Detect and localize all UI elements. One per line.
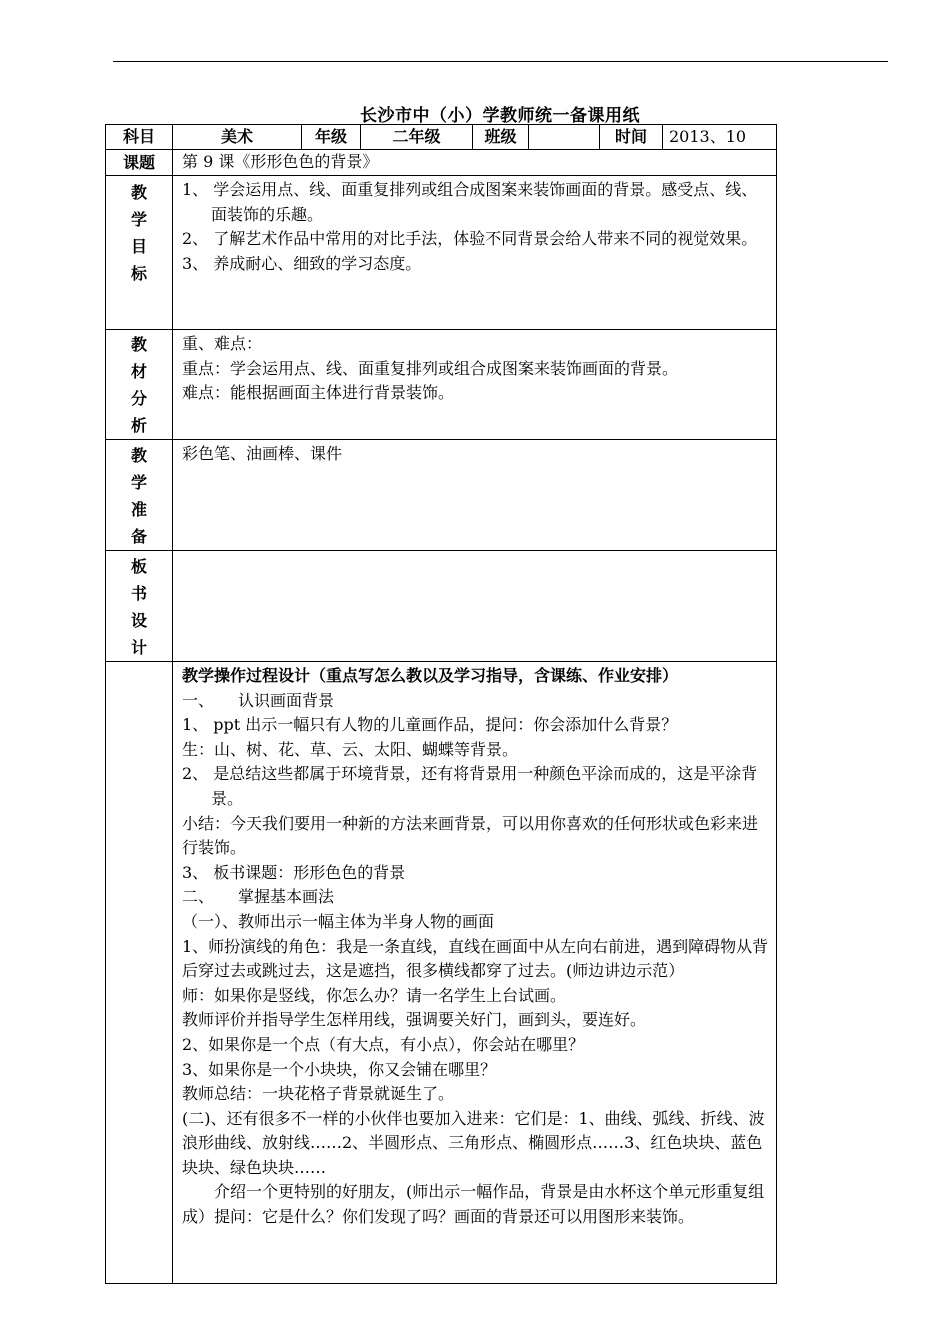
process-line: 2、 是总结这些都属于环境背景，还有将背景用一种颜色平涂而成的，这是平涂背景。 [182, 764, 758, 808]
process-line: 教师评价并指导学生怎样用线，强调要关好门，画到头，要连好。 [182, 1010, 647, 1030]
process-line: 师：如果你是竖线，你怎么办？请一名学生上台试画。 [182, 985, 567, 1005]
analysis-line: 重点：学会运用点、线、面重复排列或组合成图案来装饰画面的背景。 [182, 358, 679, 378]
top-rule [113, 61, 888, 62]
subject-label: 科目 [106, 125, 173, 150]
subject-value: 美术 [173, 125, 302, 150]
prep-content [173, 440, 777, 551]
process-line: 小结：今天我们要用一种新的方法来画背景，可以用你喜欢的任何形状或色彩来进行装饰。 [182, 813, 759, 858]
process-line: 3、如果你是一个小块块，你又会铺在哪里？ [182, 1059, 497, 1079]
lesson-plan-table [105, 124, 777, 1284]
process-row [106, 662, 777, 1284]
board-content [173, 551, 777, 662]
grade-label: 年级 [302, 125, 361, 150]
goals-label: 教 学 目 标 [106, 176, 173, 330]
process-line: 1、师扮演线的角色：我是一条直线，直线在画面中从左向右前进，遇到障碍物从背后穿过去或跳过去，这是遮挡，很多横线都穿了过去。(师边讲边示范） [182, 936, 769, 981]
analysis-label: 教 材 分 析 [106, 330, 173, 440]
board-row [106, 551, 777, 662]
analysis-content [173, 330, 777, 440]
process-content [173, 662, 777, 1284]
topic-value: 第 9 课《形形色色的背景》 [173, 150, 777, 176]
process-line: 介绍一个更特别的好朋友，(师出示一幅作品，背景是由水杯这个单元形重复组成）提问：它是什么？你们发现了吗？画面的背景还可以用图形来装饰。 [182, 1182, 765, 1227]
goal-item: 1、 学会运用点、线、面重复排列或组合成图案来装饰画面的背景。感受点、线、面装饰的乐趣。 [182, 180, 758, 224]
process-line: （一）、教师出示一幅主体为半身人物的画面 [182, 911, 495, 931]
goal-item: 3、 养成耐心、细致的学习态度。 [182, 253, 422, 273]
process-line: 生：山、树、花、草、云、太阳、蝴蝶等背景。 [182, 739, 519, 759]
grade-value: 二年级 [361, 125, 473, 150]
process-line: 教师总结：一块花格子背景就诞生了。 [182, 1084, 455, 1104]
class-value [529, 125, 600, 150]
board-label: 板 书 设 计 [106, 551, 173, 662]
class-label: 班级 [473, 125, 529, 150]
goals-content [173, 176, 777, 330]
header-row [106, 125, 777, 150]
goal-item: 2、 了解艺术作品中常用的对比手法，体验不同背景会给人带来不同的视觉效果。 [182, 229, 758, 248]
process-heading: 教学操作过程设计（重点写怎么教以及学习指导，含课练、作业安排） [182, 666, 679, 685]
prep-text: 彩色笔、油画棒、课件 [182, 444, 343, 463]
process-line: 1、 ppt 出示一幅只有人物的儿童画作品，提问：你会添加什么背景？ [182, 715, 678, 735]
process-line: (二)、还有很多不一样的小伙伴也要加入进来：它们是：1、曲线、弧线、折线、波浪形曲线、放射线……2、半圆形点、三角形点、椭圆形点……3、红色块块、蓝色块块、绿色块块…… [182, 1108, 765, 1177]
analysis-line: 重、难点： [182, 334, 263, 353]
process-line: 3、 板书课题：形形色色的背景 [182, 862, 406, 882]
process-label-empty [106, 662, 173, 1284]
process-line: 一、 认识画面背景 [182, 690, 335, 710]
analysis-row [106, 330, 777, 440]
analysis-line: 难点：能根据画面主体进行背景装饰。 [182, 383, 455, 402]
topic-row [106, 150, 777, 176]
prep-row [106, 440, 777, 551]
goals-row [106, 176, 777, 330]
prep-label: 教 学 准 备 [106, 440, 173, 551]
time-value: 2013、10 [663, 125, 777, 150]
process-line: 2、如果你是一个点（有大点，有小点），你会站在哪里？ [182, 1034, 585, 1054]
process-line: 二、 掌握基本画法 [182, 887, 335, 907]
document-title: 长沙市中（小）学教师统一备课用纸 [360, 106, 640, 126]
time-label: 时间 [600, 125, 663, 150]
topic-label: 课题 [106, 150, 173, 176]
